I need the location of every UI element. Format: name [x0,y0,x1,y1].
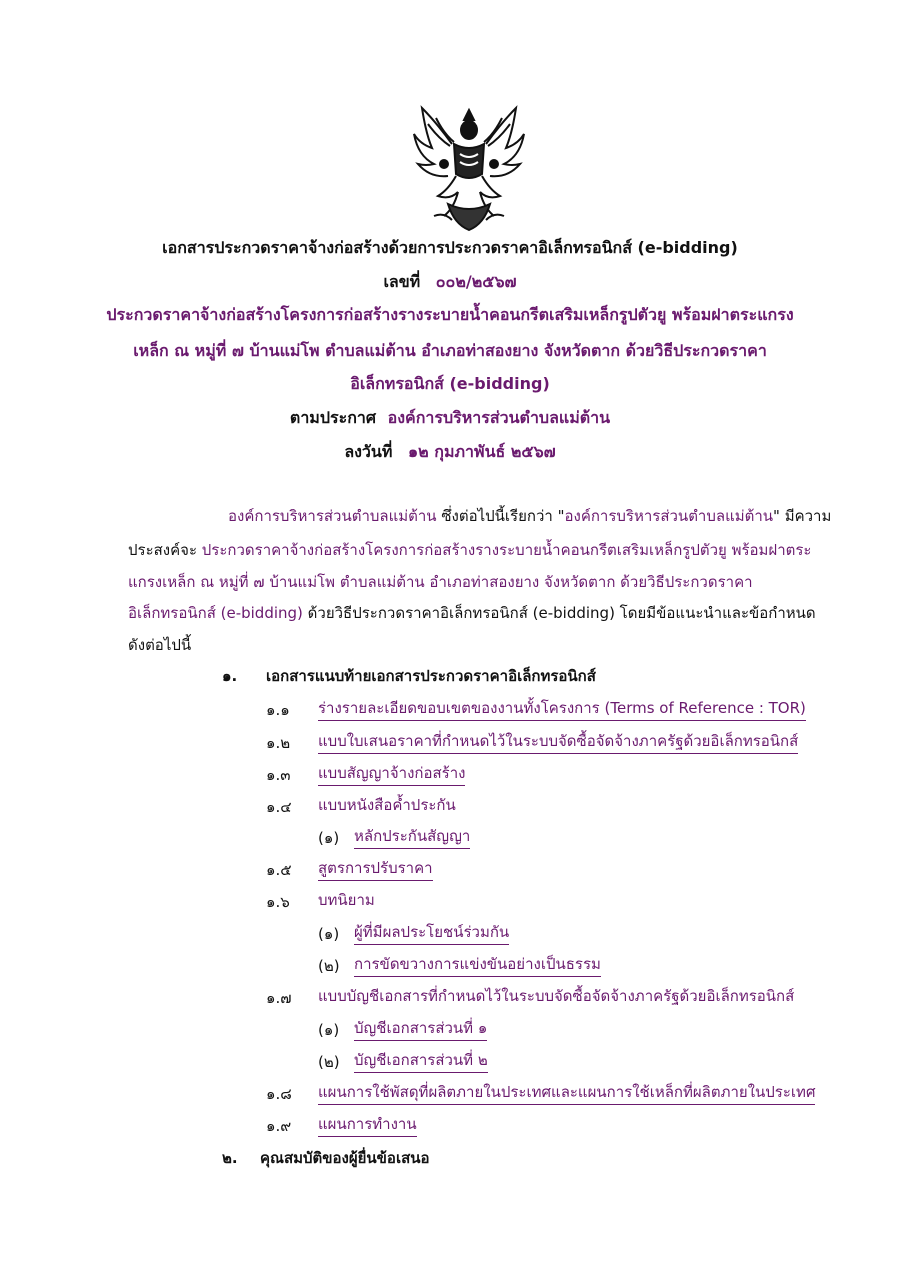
announcement-date [60,442,840,462]
attachment-link-doc-list-1[interactable]: บัญชีเอกสารส่วนที่ ๑ [354,1019,487,1041]
sub-item-number: (๑) [318,925,340,943]
item-number: ๑.๕ [266,861,292,879]
intro-text: " มีความ [773,507,832,525]
intro-text: ประสงค์จะ [128,541,202,559]
item-number: ๑.๒ [266,734,291,752]
intro-line-2 [128,540,828,560]
attachment-link-tor[interactable]: ร่างรายละเอียดขอบเขตของงานทั้งโครงการ (Terms of Reference : TOR) [318,699,806,721]
item-number: ๑.๗ [266,989,292,1007]
attachment-link-guarantee[interactable]: หลักประกันสัญญา [354,827,470,849]
announcement-org: องค์การบริหารส่วนตำบลแม่ต้าน [387,408,611,427]
project-name: ประกวดราคาจ้างก่อสร้างโครงการก่อสร้างรางระบายน้ำคอนกรีตเสริมเหล็กรูปตัวยู พร้อมฝาตระ [201,541,812,559]
project-title-line2: เหล็ก ณ หมู่ที่ ๗ บ้านแม่โพ ตำบลแม่ต้าน อำเภอท่าสองยาง จังหวัดตาก ด้วยวิธีประกวดราคา [133,341,767,360]
attachment-link-contract[interactable]: แบบสัญญาจ้างก่อสร้าง [318,764,465,786]
doc-number [60,272,840,292]
project-title-line1: ประกวดราคาจ้างก่อสร้างโครงการก่อสร้างรางระบายน้ำคอนกรีตเสริมเหล็กรูปตัวยู พร้อมฝาตระแกรง [106,305,794,324]
section-number: ๒. [222,1149,238,1167]
intro-text: ซึ่งต่อไปนี้เรียกว่า " [436,507,565,525]
item-number: ๑.๔ [266,798,292,816]
org-name: องค์การบริหารส่วนตำบลแม่ต้าน [564,507,774,525]
item-number: ๑.๘ [266,1085,292,1103]
project-title-line3: อิเล็กทรอนิกส์ (e-bidding) [350,374,550,393]
doc-number-label: เลขที่ [383,272,421,291]
sub-item-number: (๑) [318,1021,340,1039]
item-label: แบบหนังสือค้ำประกัน [318,796,456,814]
sub-item-number: (๒) [318,957,340,975]
section-number: ๑. [222,667,238,685]
item-label: บทนิยาม [318,891,375,909]
garuda-emblem [408,104,530,234]
sub-item-number: (๒) [318,1053,340,1071]
attachment-link-doc-list-2[interactable]: บัญชีเอกสารส่วนที่ ๒ [354,1051,488,1073]
section-title: เอกสารแนบท้ายเอกสารประกวดราคาอิเล็กทรอนิกส์ [266,667,596,685]
sub-item-number: (๑) [318,829,340,847]
attachment-link-bid-form[interactable]: แบบใบเสนอราคาที่กำหนดไว้ในระบบจัดซื้อจัดจ้างภาครัฐด้วยอิเล็กทรอนิกส์ [318,732,798,754]
attachment-link-domestic-plan[interactable]: แผนการใช้พัสดุที่ผลิตภายในประเทศและแผนการใช้เหล็กที่ผลิตภายในประเทศ [318,1083,815,1105]
item-number: ๑.๓ [266,766,291,784]
announcement-by [60,408,840,428]
attachment-link-work-plan[interactable]: แผนการทำงาน [318,1115,417,1137]
doc-number-value: ๐๐๒/๒๕๖๗ [435,272,517,291]
method-name: อิเล็กทรอนิกส์ (e-bidding) [128,604,303,622]
date-label: ลงวันที่ [344,442,393,461]
intro-line-3: แกรงเหล็ก ณ หมู่ที่ ๗ บ้านแม่โพ ตำบลแม่ต้าน อำเภอท่าสองยาง จังหวัดตาก ด้วยวิธีประกวดราคา [128,573,753,591]
item-label: แบบบัญชีเอกสารที่กำหนดไว้ในระบบจัดซื้อจัดจ้างภาครัฐด้วยอิเล็กทรอนิกส์ [318,987,795,1005]
intro-line-5: ดังต่อไปนี้ [128,636,192,654]
section-title: คุณสมบัติของผู้ยื่นข้อเสนอ [260,1149,430,1167]
item-number: ๑.๙ [266,1117,292,1135]
item-number: ๑.๖ [266,893,290,911]
intro-line-1 [228,506,900,526]
intro-text: ด้วยวิธีประกวดราคาอิเล็กทรอนิกส์ (e-bidding) โดยมีข้อแนะนำและข้อกำหนด [302,604,816,622]
item-number: ๑.๑ [266,701,290,719]
attachment-link-price-formula[interactable]: สูตรการปรับราคา [318,859,433,881]
announcement-label: ตามประกาศ [289,408,377,427]
doc-title: เอกสารประกวดราคาจ้างก่อสร้างด้วยการประกวดราคาอิเล็กทรอนิกส์ (e-bidding) [162,238,738,257]
attachment-link-fair-competition[interactable]: การขัดขวางการแข่งขันอย่างเป็นธรรม [354,955,601,977]
attachment-link-joint-interest[interactable]: ผู้ที่มีผลประโยชน์ร่วมกัน [354,923,509,945]
org-name: องค์การบริหารส่วนตำบลแม่ต้าน [228,507,437,525]
date-value: ๑๒ กุมภาพันธ์ ๒๕๖๗ [407,442,556,461]
intro-line-4 [128,603,828,623]
